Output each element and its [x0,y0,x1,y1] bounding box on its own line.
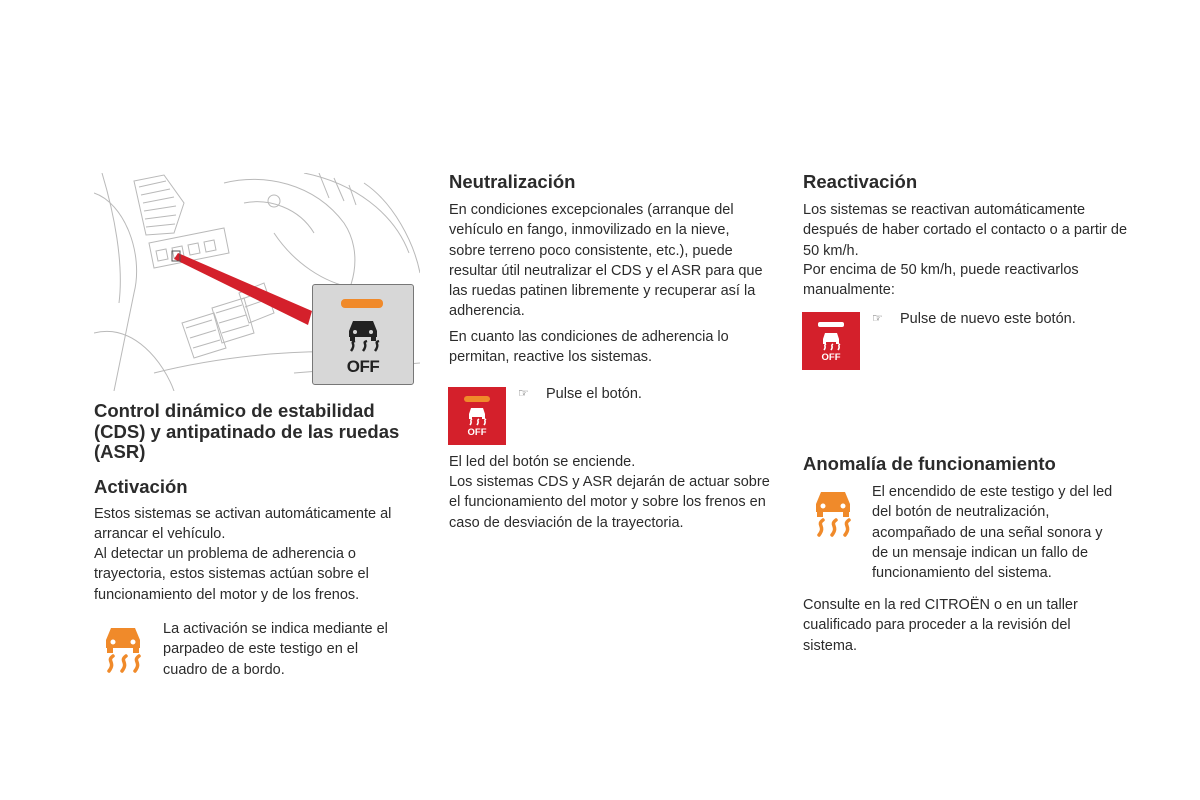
activation-heading: Activación [94,476,188,497]
skidding-car-icon [100,624,146,674]
reactivation-heading: Reactivación [803,171,918,192]
activation-note: La activación se indica mediante el parpadeo de este testigo en el cuadro de a bordo. [163,621,388,678]
neutralization-paragraph-2: En cuanto las condiciones de adherencia lo permitan, reactive los sistemas. [449,329,729,366]
reactivation-paragraph-2: Por encima de 50 km/h, puede reactivarlos manualmente: [803,262,1079,299]
esp-off-icon [343,317,383,375]
led-on-icon [464,396,490,402]
neutralization-paragraph-4: Los sistemas CDS y ASR dejarán de actuar sobre el funcionamiento del motor y sobre los frenos en caso de desviación de la trayectoria. [449,474,770,531]
off-label: OFF [346,357,380,376]
pointing-hand-icon: ☞ [518,386,529,400]
neutralization-step: Pulse el botón. [546,386,642,402]
anomaly-paragraph-2: Consulte en la red CITROËN o en un taller cualificado para proceder a la revisión del sistema. [803,597,1078,654]
pointing-hand-icon: ☞ [872,311,883,325]
neutralization-paragraph-1: En condiciones excepcionales (arranque del vehículo en fango, inmovilizado en la nieve, sobre terreno poco consistente, etc.), puede resultar útil neutralizar el CDS y el ASR para que las ruedas patinen libremente y recuperar así la adherencia. [449,202,763,320]
off-button-icon [448,387,506,445]
activation-paragraph-2: Al detectar un problema de adherencia o trayectoria, estos sistemas actúan sobre el funcionamiento del motor y de los frenos. [94,546,369,603]
esp-icon [465,406,489,426]
skidding-car-icon [810,488,856,538]
reactivation-paragraph-1: Los sistemas se reactivan automáticamente después de haber cortado el contacto o a partir de 50 km/h. [803,202,1128,259]
button-closeup [312,284,414,385]
activation-paragraph-1: Estos sistemas se activan automáticamente al arrancar el vehículo. [94,506,392,543]
section-title: Control dinámico de estabilidad (CDS) y antipatinado de las ruedas (ASR) [94,400,400,462]
led-indicator [341,299,383,308]
anomaly-paragraph-1: El encendido de este testigo y del led del botón de neutralización, acompañado de una señal sonora y de un mensaje indican un fallo de funcionamiento del sistema. [872,484,1113,582]
reactivation-step: Pulse de nuevo este botón. [900,311,1076,327]
neutralization-heading: Neutralización [449,171,576,192]
anomaly-heading: Anomalía de funcionamiento [803,453,1056,474]
led-off-icon [818,322,844,327]
esp-icon [819,331,843,351]
off-button-icon-reactivate [802,312,860,370]
led-on-text: El led del botón se enciende. [449,454,636,470]
off-label: OFF [821,352,841,363]
off-label: OFF [467,427,487,438]
